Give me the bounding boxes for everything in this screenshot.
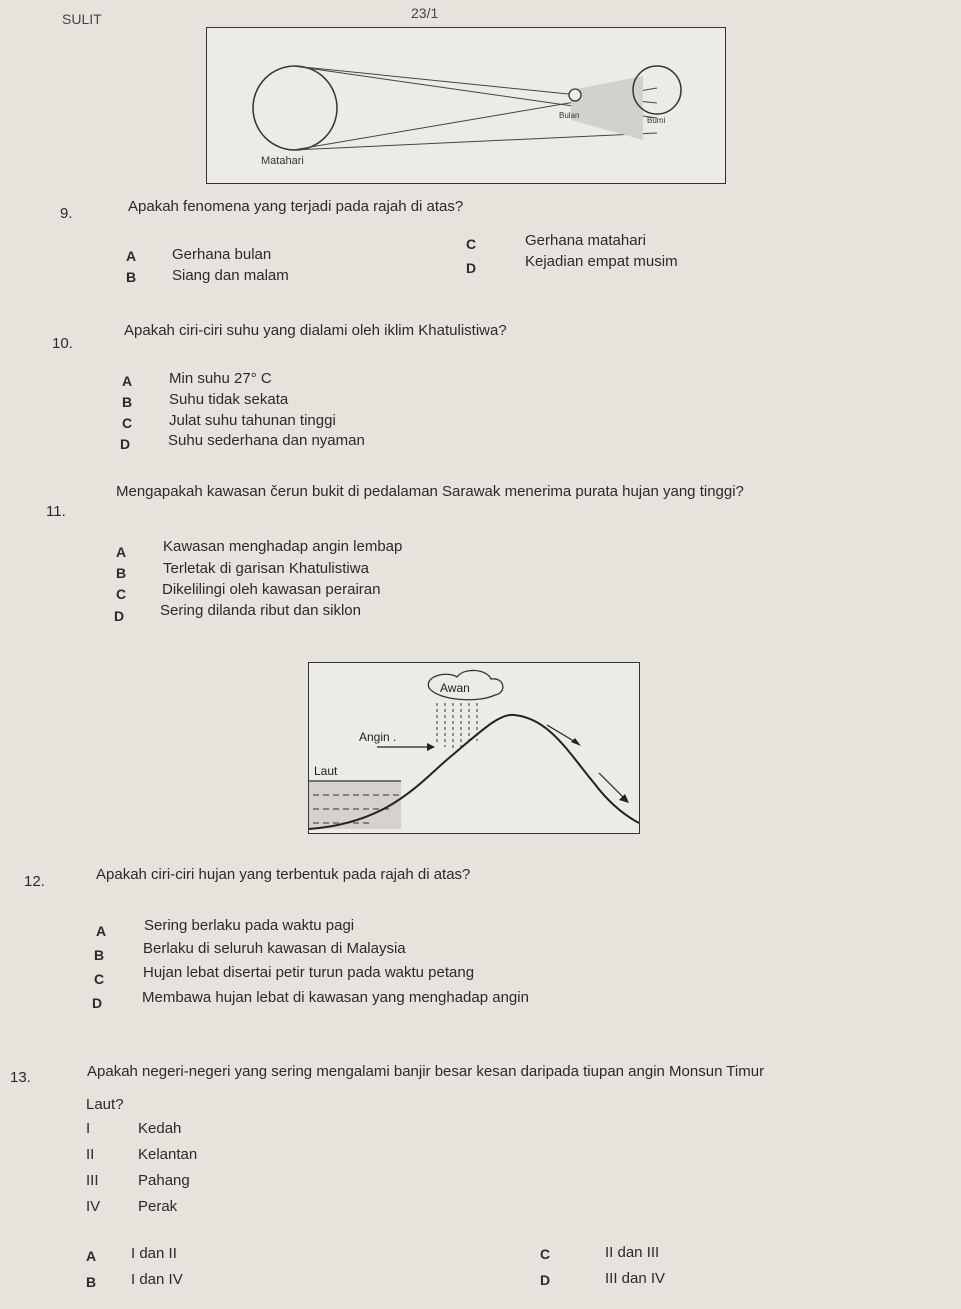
q11-text: Mengapakah kawasan čerun bukit di pedalaman Sarawak menerima purata hujan yang tinggi? bbox=[116, 483, 744, 500]
q9-letter-c[interactable]: C bbox=[466, 236, 477, 252]
q13-letter-b[interactable]: B bbox=[86, 1274, 97, 1290]
q9-option-a[interactable]: Gerhana bulan bbox=[172, 246, 272, 263]
label-angin: Angin . bbox=[359, 730, 397, 744]
ray-lower-inner bbox=[293, 133, 657, 150]
q13-letter-c[interactable]: C bbox=[540, 1246, 551, 1262]
q11-letter-b[interactable]: B bbox=[116, 565, 127, 581]
q12-letter-b[interactable]: B bbox=[94, 947, 105, 963]
q12-option-a[interactable]: Sering berlaku pada waktu pagi bbox=[144, 917, 355, 934]
q9-letter-b[interactable]: B bbox=[126, 269, 137, 285]
q12-letter-d[interactable]: D bbox=[92, 995, 103, 1011]
q13-option-c[interactable]: II dan III bbox=[605, 1244, 660, 1261]
label-bumi: Bumi bbox=[647, 116, 666, 125]
q10-letter-b[interactable]: B bbox=[122, 394, 133, 410]
q9-letter-d[interactable]: D bbox=[466, 260, 477, 276]
sun-circle bbox=[253, 66, 337, 150]
q11-option-a[interactable]: Kawasan menghadap angin lembap bbox=[163, 538, 403, 555]
q11-letter-a[interactable]: A bbox=[116, 544, 127, 560]
q13-option-d[interactable]: III dan IV bbox=[605, 1270, 666, 1287]
q13-text: Apakah negeri-negeri yang sering mengalami banjir besar kesan daripada tiupan angin Monsun Timur bbox=[87, 1063, 765, 1080]
q9-number: 9. bbox=[60, 205, 73, 222]
q13-item-3: Pahang bbox=[138, 1172, 190, 1189]
page-header-sulit: SULIT bbox=[62, 11, 102, 27]
relief-rain-diagram bbox=[308, 662, 640, 834]
q11-number: 11. bbox=[46, 503, 66, 520]
descent-arrowhead-1 bbox=[571, 738, 581, 746]
q12-option-b[interactable]: Berlaku di seluruh kawasan di Malaysia bbox=[143, 940, 406, 957]
descent-arrowhead-2 bbox=[619, 794, 629, 803]
q13-letter-a[interactable]: A bbox=[86, 1248, 97, 1264]
shadow-region bbox=[571, 76, 643, 140]
q10-text: Apakah ciri-ciri suhu yang dialami oleh iklim Khatulistiwa? bbox=[124, 322, 507, 339]
label-matahari: Matahari bbox=[261, 155, 304, 167]
eclipse-diagram bbox=[206, 27, 726, 184]
q10-option-c[interactable]: Julat suhu tahunan tinggi bbox=[169, 412, 336, 429]
q13-roman-1: I bbox=[86, 1120, 91, 1137]
q12-letter-a[interactable]: A bbox=[96, 923, 107, 939]
q13-item-4: Perak bbox=[138, 1198, 178, 1215]
label-bulan: Bulan bbox=[559, 111, 580, 120]
q13-option-b[interactable]: I dan IV bbox=[131, 1271, 183, 1288]
label-laut: Laut bbox=[314, 764, 338, 778]
q9-option-c[interactable]: Gerhana matahari bbox=[525, 232, 646, 249]
q9-option-b[interactable]: Siang dan malam bbox=[172, 267, 289, 284]
q9-letter-a[interactable]: A bbox=[126, 248, 137, 264]
q13-option-a[interactable]: I dan II bbox=[131, 1245, 177, 1262]
q11-option-b[interactable]: Terletak di garisan Khatulistiwa bbox=[163, 560, 369, 577]
q10-option-a[interactable]: Min suhu 27° C bbox=[169, 370, 272, 387]
moon-circle bbox=[569, 89, 581, 101]
q12-letter-c[interactable]: C bbox=[94, 971, 105, 987]
q12-option-c[interactable]: Hujan lebat disertai petir turun pada waktu petang bbox=[143, 964, 475, 981]
q13-text-line2: Laut? bbox=[86, 1096, 124, 1113]
q10-letter-c[interactable]: C bbox=[122, 415, 133, 431]
q13-number: 13. bbox=[10, 1069, 31, 1086]
q13-item-1: Kedah bbox=[138, 1120, 182, 1137]
q10-letter-d[interactable]: D bbox=[120, 436, 131, 452]
q13-roman-4: IV bbox=[86, 1198, 101, 1215]
q10-option-d[interactable]: Suhu sederhana dan nyaman bbox=[168, 432, 365, 449]
q13-roman-3: III bbox=[86, 1172, 99, 1189]
q9-text: Apakah fenomena yang terjadi pada rajah di atas? bbox=[128, 198, 464, 215]
q10-number: 10. bbox=[52, 335, 73, 352]
q13-letter-d[interactable]: D bbox=[540, 1272, 551, 1288]
q12-text: Apakah ciri-ciri hujan yang terbentuk pada rajah di atas? bbox=[96, 866, 471, 883]
q13-roman-2: II bbox=[86, 1146, 95, 1163]
q11-letter-c[interactable]: C bbox=[116, 586, 127, 602]
q10-letter-a[interactable]: A bbox=[122, 373, 133, 389]
sea-area bbox=[309, 781, 401, 829]
q10-option-b[interactable]: Suhu tidak sekata bbox=[169, 391, 289, 408]
q11-option-d[interactable]: Sering dilanda ribut dan siklon bbox=[160, 602, 361, 619]
q13-item-2: Kelantan bbox=[138, 1146, 198, 1163]
q11-option-c[interactable]: Dikelilingi oleh kawasan perairan bbox=[162, 581, 381, 598]
q9-option-d[interactable]: Kejadian empat musim bbox=[525, 253, 678, 270]
label-awan: Awan bbox=[440, 681, 470, 695]
page-number: 23/1 bbox=[411, 5, 439, 21]
q12-number: 12. bbox=[24, 873, 45, 890]
q11-letter-d[interactable]: D bbox=[114, 608, 125, 624]
wind-arrowhead bbox=[427, 743, 435, 751]
q12-option-d[interactable]: Membawa hujan lebat di kawasan yang menghadap angin bbox=[142, 989, 529, 1006]
